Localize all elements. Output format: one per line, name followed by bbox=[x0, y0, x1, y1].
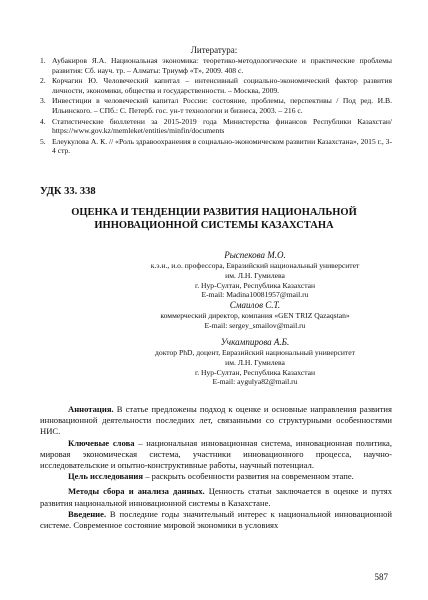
keywords-label: Ключевые слова bbox=[68, 437, 135, 448]
intro-text: В последние годы значительный интерес к национальной инновационной системе. Современное состояние мировой экономики в условиях bbox=[40, 508, 392, 531]
references-heading: Литература: bbox=[190, 45, 238, 55]
reference-item bbox=[40, 56, 392, 75]
author-name: Учкампирова А.Б. bbox=[220, 337, 290, 347]
article-body bbox=[40, 404, 392, 531]
methods-text: Ценность статьи заключается в оценке и путях развития национальной инновационной системы в Казахстане. bbox=[40, 486, 392, 508]
author-block bbox=[150, 337, 360, 387]
reference-item bbox=[40, 96, 392, 115]
reference-item bbox=[40, 137, 392, 156]
goal-text: – раскрыть особенности развития на современном этапе. bbox=[143, 471, 354, 482]
keywords-text: – национальная инновационная система, инновационная политика, мировая экономическая система, участники инновационного процесса, научно-исследовательские и опытно-конструктивные работы, научный потенциал. bbox=[40, 437, 392, 471]
reference-number: 5. bbox=[40, 136, 46, 146]
reference-item bbox=[40, 76, 392, 95]
author-email: E-mail: sergey_smailov@mail.ru bbox=[204, 320, 306, 330]
references-list bbox=[40, 56, 392, 157]
methods-paragraph bbox=[40, 486, 392, 508]
author-block bbox=[150, 300, 360, 331]
author-affiliation: доктор PhD, доцент, Евразийский национальный университет bbox=[155, 348, 355, 357]
reference-number: 3. bbox=[40, 96, 46, 106]
author-location: г. Нур-Султан, Республика Казахстан bbox=[194, 280, 316, 290]
reference-text: Статистические бюллетени за 2015-2019 года Министерства финансов Республики Казахстан/ https://www.gov.kz/memleket/entities/minfin/documents bbox=[52, 116, 392, 136]
article-title bbox=[40, 206, 388, 232]
author-block bbox=[150, 250, 360, 300]
author-location: г. Нур-Султан, Республика Казахстан bbox=[194, 367, 316, 377]
intro-paragraph bbox=[40, 509, 392, 531]
reference-number: 1. bbox=[40, 56, 46, 65]
page-number: 587 bbox=[374, 572, 388, 582]
reference-item bbox=[40, 117, 392, 136]
author-email: E-mail: aygulya82@mail.ru bbox=[212, 377, 298, 387]
udc-code: УДК 33. 338 bbox=[40, 186, 96, 197]
author-affiliation: им. Л.Н. Гумилева bbox=[225, 357, 285, 367]
keywords-paragraph bbox=[40, 438, 392, 472]
reference-number: 4. bbox=[40, 116, 46, 126]
author-name: Рыспекова М.О. bbox=[224, 250, 286, 260]
article-title-line: ОЦЕНКА И ТЕНДЕНЦИИ РАЗВИТИЯ НАЦИОНАЛЬНОЙ bbox=[71, 207, 357, 218]
annotation-text: В статье предложены подход к оценке и основные направления развития инновационной деятельности последних лет, связанными со структурными особенностями НИС. bbox=[40, 404, 392, 437]
reference-text: Корчагин Ю. Человеческий капитал – интенсивный социально-экономический фактор развития личности, экономики, общества и государственности. – Москва, 2009. bbox=[52, 76, 392, 95]
article-title-line: ИННОВАЦИОННОЙ СИСТЕМЫ КАЗАХСТАНА bbox=[94, 220, 334, 231]
reference-text: Елеукулова А. К. // «Роль здравоохранения в социально-экономическом развитии Казахстана», 2015 г., 3-4 стр. bbox=[52, 136, 392, 156]
reference-text: Инвестиции в человеческий капитал России: состояние, проблемы, перспективы / Под ред. И.В. Ильинского. – СПб.: С. Петерб. гос. ун-т технологии и бизнеса, 2003. – 216 с. bbox=[52, 96, 392, 115]
reference-text: Аубакиров Я.А. Национальная экономика: теоретико-методологические и практические проблемы развития: Сб. науч. тр. – Алматы: Триумф «Т», 2009. 408 с. bbox=[52, 56, 392, 75]
author-affiliation: коммерческий директор, компания «GEN TRIZ Qazaqstan» bbox=[160, 311, 350, 320]
author-name: Смаилов С.Т. bbox=[229, 300, 281, 310]
author-affiliation: им. Л.Н. Гумилева bbox=[225, 270, 285, 280]
methods-label: Методы сбора и анализа данных. bbox=[68, 486, 205, 497]
annotation-paragraph bbox=[40, 404, 392, 438]
author-email: E-mail: Madina10081957@mail.ru bbox=[201, 290, 309, 300]
goal-paragraph bbox=[40, 471, 392, 482]
annotation-label: Аннотация. bbox=[68, 404, 114, 414]
intro-label: Введение. bbox=[68, 508, 107, 519]
author-affiliation: к.э.н., и.о. профессора, Евразийский национальный университет bbox=[150, 261, 360, 270]
goal-label: Цель исследования bbox=[68, 471, 144, 482]
reference-number: 2. bbox=[40, 76, 46, 86]
